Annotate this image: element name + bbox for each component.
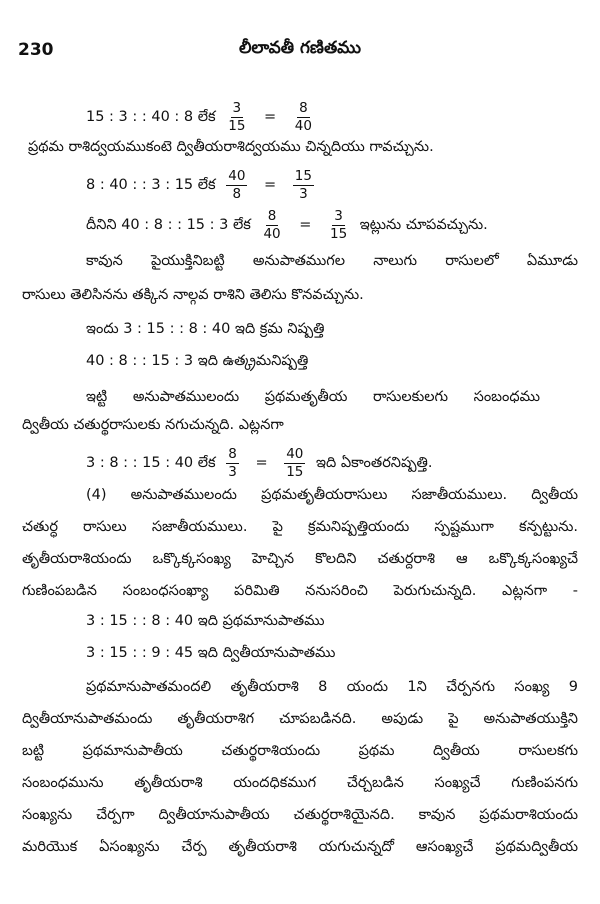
text-line: సంఖ్యను చేర్పగా ద్వితీయానుపాతీయ చతుర్థరాశియైనది. కావున ప్రథమరాశియందు xyxy=(22,807,578,823)
proportion-text: 15 : 3 : : 40 : 8 లేక xyxy=(86,109,216,125)
text-line: ద్వితీయానుపాతమందు తృతీయరాశిగ చూపబడినది. అపుడు పై అనుపాతయుక్తిని xyxy=(22,711,578,727)
page-title: లీలావతీ గణితము xyxy=(238,38,362,58)
proportion-line-11 xyxy=(86,442,578,484)
text-line: (4) అనుపాతములందు ప్రథమతృతీయరాసులు సజాతీయములు. ద్వితీయ xyxy=(86,487,578,503)
page-number: 230 xyxy=(18,40,54,60)
proportion-line-1 xyxy=(86,96,578,138)
fraction: $\frac{15}{3}$ xyxy=(294,167,312,202)
text-line: గుణింపబడిన సంబంధసంఖ్యా పరిమితి ననుసరించి పెరుగుచున్నది. ఎట్లనగా - xyxy=(22,583,578,599)
text-line: 3 : 15 : : 8 : 40 ఇది ప్రథమానుపాతము xyxy=(86,613,325,629)
text-line: ప్రథమ రాశిద్వయముకంటె ద్వితీయరాశిద్వయము చిన్నదియు గావచ్చును. xyxy=(28,139,434,155)
text-line: మరియొక ఏసంఖ్యను చేర్ప తృతీయరాశి యగుచున్నదో ఆసంఖ్యచే ప్రథమద్వితీయ xyxy=(22,839,578,855)
fraction: $\frac{8}{3}$ xyxy=(228,445,237,480)
text-line: కావున పైయుక్తినిబట్టి అనుపాతముగల నాలుగు రాసులలో ఏమూడు xyxy=(86,253,578,269)
proportion-line-4 xyxy=(86,204,578,246)
text-line: రాసులు తెలిసినను తక్కిన నాల్గవ రాశిని తెలిసు కొనవచ్చును. xyxy=(22,287,364,303)
equals-sign: = xyxy=(299,217,312,233)
text-line: సంబంధమును తృతీయరాశి యందధికముగ చేర్చబడిన సంఖ్యచే గుణింపనగు xyxy=(22,775,578,791)
equals-sign: = xyxy=(264,177,277,193)
equals-sign: = xyxy=(255,455,268,471)
fraction: $\frac{40}{8}$ xyxy=(228,167,246,202)
text-line: ఇట్టి అనుపాతములందు ప్రథమతృతీయ రాసులకులగు సంబంధము xyxy=(86,389,540,405)
text-line: 40 : 8 : : 15 : 3 ఇది ఉత్క్రమనిష్పత్తి xyxy=(86,353,309,369)
proportion-line-3 xyxy=(86,164,578,206)
text-line: చతుర్ధ రాసులు సజాతీయములు. పై క్రమనిష్పత్తియందు స్పష్టముగా కన్పట్టును. xyxy=(22,519,578,535)
proportion-text: ఇది ఏకాంతరనిష్పత్తి. xyxy=(316,455,433,471)
proportion-text: 8 : 40 : : 3 : 15 లేక xyxy=(86,177,216,193)
fraction: $\frac{3}{15}$ xyxy=(228,99,246,134)
text-line: తృతీయరాశియందు ఒక్కొక్కసంఖ్య హెచ్చిన కొలదిని చతుర్దరాశి ఆ ఒక్కొక్కసంఖ్యచే xyxy=(22,551,578,567)
fraction: $\frac{3}{15}$ xyxy=(330,207,348,242)
fraction: $\frac{8}{40}$ xyxy=(263,207,281,242)
text-line: ద్వితీయ చతుర్థరాసులకు నగుచున్నది. ఎట్లనగా xyxy=(22,417,284,433)
proportion-text: ఇట్లును చూపవచ్చును. xyxy=(359,217,488,233)
text-line: 3 : 15 : : 9 : 45 ఇది ద్వితీయానుపాతము xyxy=(86,645,336,661)
text-line: ప్రథమానుపాతమందలి తృతీయరాశి 8 యందు 1ని చేర్పనగు సంఖ్య 9 xyxy=(86,679,578,695)
text-line: ఇందు 3 : 15 : : 8 : 40 ఇది క్రమ నిష్పత్తి xyxy=(86,321,325,337)
proportion-text: దీనిని 40 : 8 : : 15 : 3 లేక xyxy=(86,217,251,233)
text-line: బట్టి ప్రథమానుపాతీయ చతుర్థరాశియందు ప్రథమ ద్వితీయ రాసులకగు xyxy=(22,743,578,759)
fraction: $\frac{40}{15}$ xyxy=(286,445,304,480)
proportion-text: 3 : 8 : : 15 : 40 లేక xyxy=(86,455,216,471)
fraction: $\frac{8}{40}$ xyxy=(294,99,312,134)
equals-sign: = xyxy=(264,109,277,125)
